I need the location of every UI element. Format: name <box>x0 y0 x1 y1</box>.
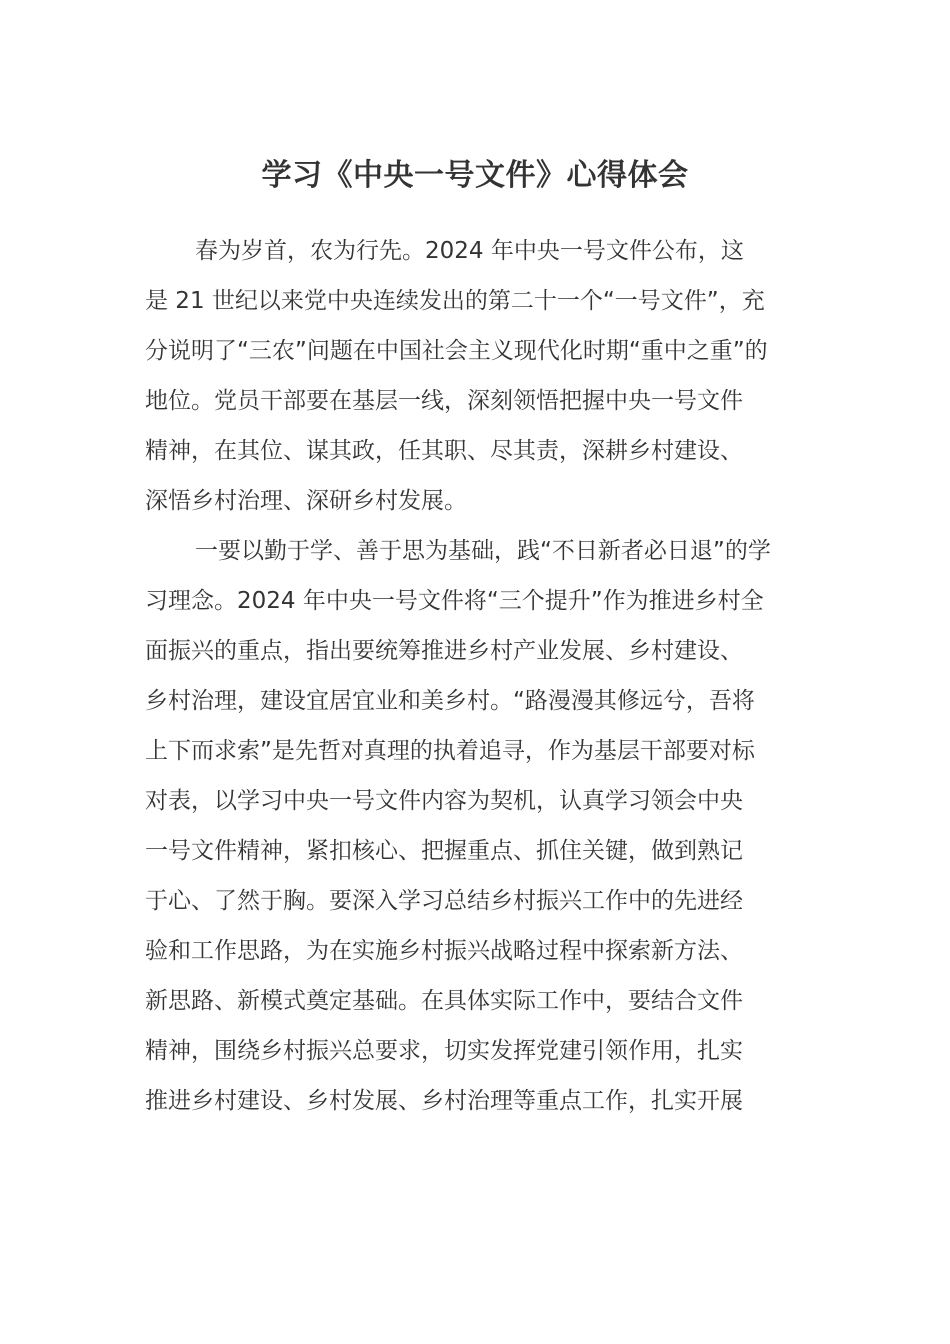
paragraph-line: 是 21 世纪以来党中央连续发出的第二十一个“一号文件”，充 <box>145 288 765 314</box>
paragraph-line: 上下而求索”是先哲对真理的执着追寻，作为基层干部要对标 <box>145 738 755 764</box>
paragraph-line: 新思路、新模式奠定基础。在具体实际工作中，要结合文件 <box>145 988 743 1014</box>
paragraph-line: 一要以勤于学、善于思为基础，践“不日新者必日退”的学 <box>195 538 771 564</box>
paragraph-line: 精神，在其位、谋其政，任其职、尽其责，深耕乡村建设、 <box>145 438 743 464</box>
document-body <box>145 226 810 1126</box>
paragraph-line: 于心、了然于胸。要深入学习总结乡村振兴工作中的先进经 <box>145 888 743 914</box>
paragraph-line: 一号文件精神，紧扣核心、把握重点、抓住关键，做到熟记 <box>145 838 743 864</box>
paragraph-2 <box>145 526 810 1126</box>
paragraph-line: 深悟乡村治理、深研乡村发展。 <box>145 488 467 514</box>
paragraph-line: 面振兴的重点，指出要统筹推进乡村产业发展、乡村建设、 <box>145 638 743 664</box>
paragraph-line: 精神，围绕乡村振兴总要求，切实发挥党建引领作用，扎实 <box>145 1038 743 1064</box>
paragraph-line: 习理念。2024 年中央一号文件将“三个提升”作为推进乡村全 <box>145 588 764 614</box>
document-title: 学习《中央一号文件》心得体会 <box>261 158 689 193</box>
paragraph-line: 分说明了“三农”问题在中国社会主义现代化时期“重中之重”的 <box>145 338 768 364</box>
paragraph-line: 乡村治理，建设宜居宜业和美乡村。“路漫漫其修远兮，吾将 <box>145 688 755 714</box>
paragraph-line: 对表，以学习中央一号文件内容为契机，认真学习领会中央 <box>145 788 743 814</box>
paragraph-line: 验和工作思路，为在实施乡村振兴战略过程中探索新方法、 <box>145 938 743 964</box>
paragraph-line: 地位。党员干部要在基层一线，深刻领悟把握中央一号文件 <box>145 388 743 414</box>
paragraph-line: 推进乡村建设、乡村发展、乡村治理等重点工作，扎实开展 <box>145 1088 743 1114</box>
paragraph-line: 春为岁首，农为行先。2024 年中央一号文件公布，这 <box>195 238 744 264</box>
paragraph-1 <box>145 226 810 526</box>
